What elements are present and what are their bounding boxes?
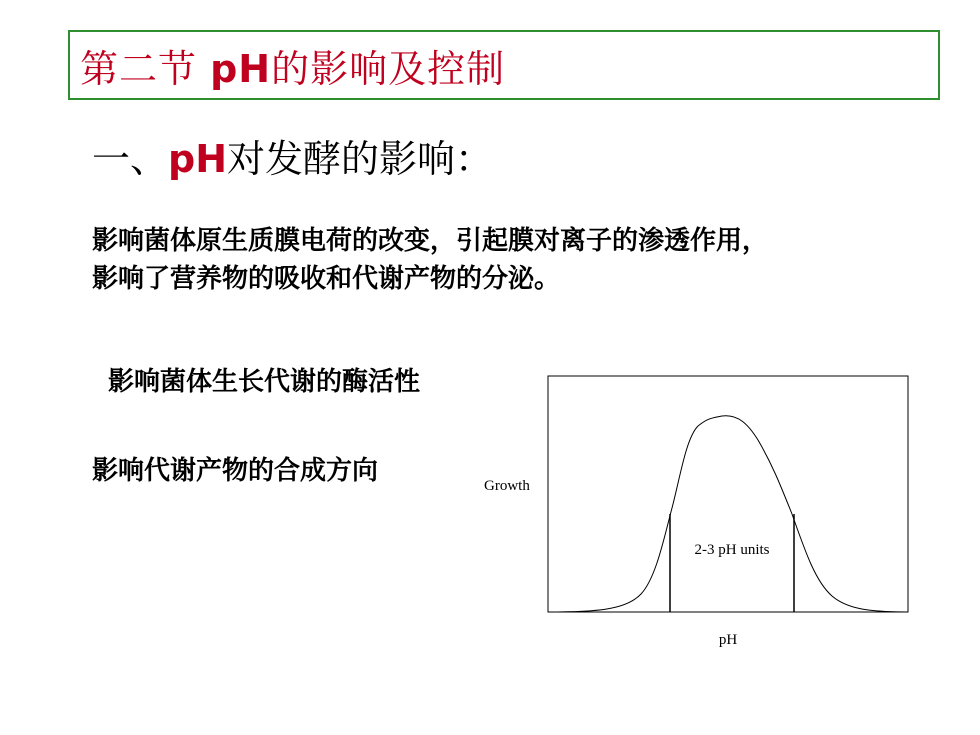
description-paragraph xyxy=(92,222,952,298)
chart-frame xyxy=(548,376,908,612)
subheading-prefix: 一、 xyxy=(92,137,169,181)
paragraph-line-2: 影响了营养物的吸收和代谢产物的分泌。 xyxy=(92,264,561,294)
point-enzyme-activity: 影响菌体生长代谢的酶活性 xyxy=(108,367,421,397)
subheading-ph: pH xyxy=(168,137,228,181)
slide-title-ph: pH xyxy=(210,46,272,91)
range-annotation: 2-3 pH units xyxy=(694,542,770,558)
subheading-suffix: 对发酵的影响： xyxy=(227,137,494,181)
section-subheading xyxy=(92,128,493,183)
slide-title-prefix: 第二节 xyxy=(80,46,211,91)
slide-title xyxy=(80,38,505,93)
x-axis-label: pH xyxy=(718,632,738,648)
growth-ph-chart xyxy=(476,368,916,658)
point-synthesis-direction: 影响代谢产物的合成方向 xyxy=(92,456,379,486)
slide-title-box xyxy=(68,30,940,100)
growth-curve xyxy=(548,416,908,612)
y-axis-label: Growth xyxy=(484,478,530,494)
slide-title-suffix: 的影响及控制 xyxy=(271,46,506,91)
paragraph-line-1: 影响菌体原生质膜电荷的改变，引起膜对离子的渗透作用， xyxy=(92,226,769,256)
